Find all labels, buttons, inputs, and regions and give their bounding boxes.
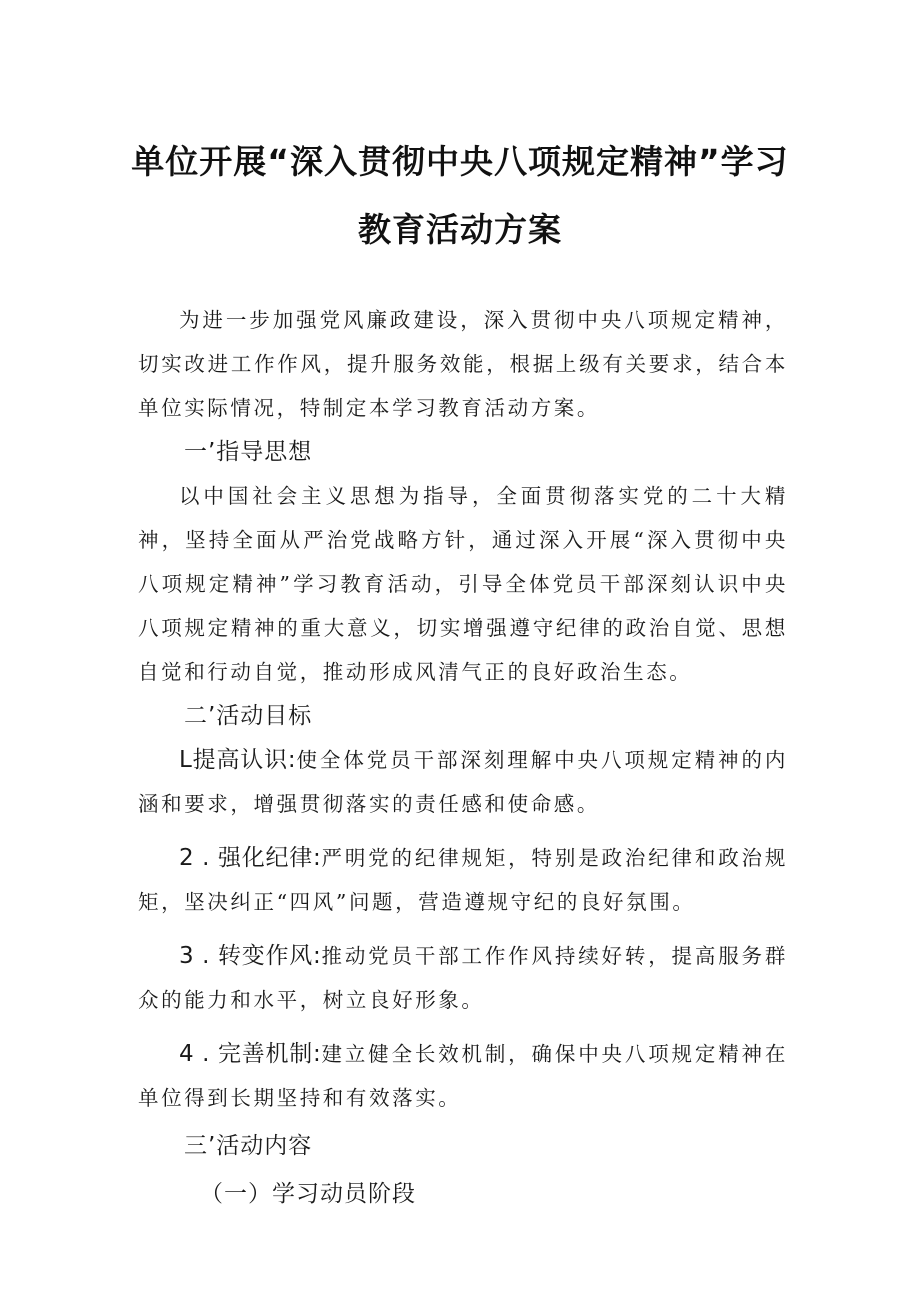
document-body xyxy=(138,298,788,1220)
intro-paragraph: 为进一步加强党风廉政建设，深入贯彻中央八项规定精神，切实改进工作作风，提升服务效能，根据上级有关要求，结合本单位实际情况，特制定本学习教育活动方案。 xyxy=(138,308,788,420)
goal-item-label: 3 . 转变作风: xyxy=(179,943,322,969)
section-heading-activity-goals: 二’活动目标 xyxy=(184,703,313,729)
section-heading-guiding-ideology: 一’指导思想 xyxy=(184,439,313,465)
section-heading-activity-content: 三’活动内容 xyxy=(184,1133,313,1159)
goal-item-text: 推动党员干部工作作风持续好转，提高服务群众的能力和水平，树立良好形象。 xyxy=(138,944,788,1012)
goal-item-text: 严明党的纪律规矩，特别是政治纪律和政治规矩，坚决纠正“四风”问题，营造遵规守纪的良好氛围。 xyxy=(138,846,788,914)
sub-heading-study-mobilization: （一）学习动员阶段 xyxy=(200,1181,416,1207)
document-title-line-1: 单位开展“深入贯彻中央八项规定精神”学习 xyxy=(131,142,789,181)
goal-item-label: 4 . 完善机制: xyxy=(179,1041,322,1067)
guiding-ideology-paragraph: 以中国社会主义思想为指导，全面贯彻落实党的二十大精神，坚持全面从严治党战略方针，通过深入开展“深入贯彻中央八项规定精神”学习教育活动，引导全体党员干部深刻认识中央八项规定精神的重大意义，切实增强遵守纪律的政治自觉、思想自觉和行动自觉，推动形成风清气正的良好政治生态。 xyxy=(138,484,788,684)
goal-item-text: 使全体党员干部深刻理解中央八项规定精神的内涵和要求，增强贯彻落实的责任感和使命感。 xyxy=(138,748,788,816)
goal-item-3 xyxy=(138,934,788,1022)
document-title-line-2: 教育活动方案 xyxy=(358,210,562,249)
goal-item-1 xyxy=(138,738,788,826)
goal-item-text: 建立健全长效机制，确保中央八项规定精神在单位得到长期坚持和有效落实。 xyxy=(138,1042,788,1110)
goal-item-2 xyxy=(138,836,788,924)
goal-item-label: 2 . 强化纪律: xyxy=(179,845,322,871)
goal-item-label: L提高认识: xyxy=(179,747,297,773)
goal-item-4 xyxy=(138,1032,788,1120)
